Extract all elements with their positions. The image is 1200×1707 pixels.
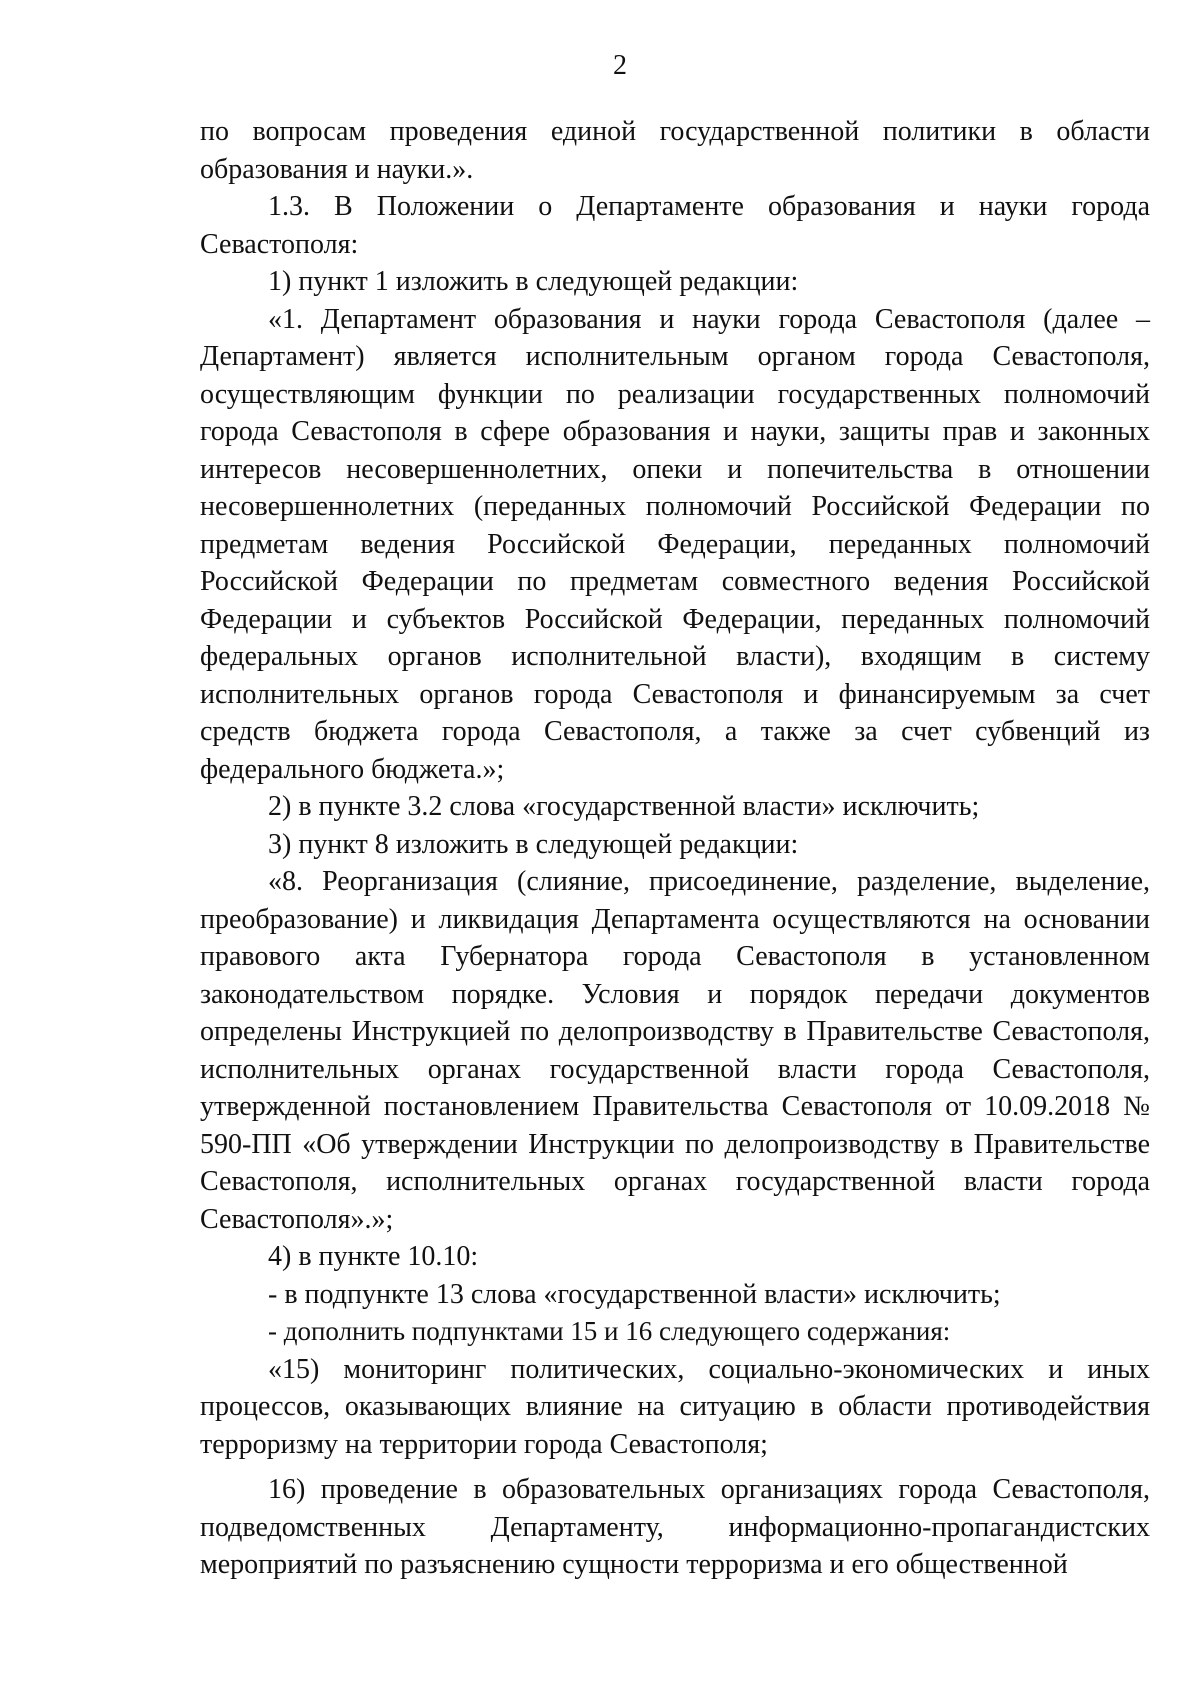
paragraph-clause-8-text: «8. Реорганизация (слияние, присоединение, разделение, выделение, преобразование) и ликвидация Департамента осуществляются на основании правового акта Губернатора города Севастополя в установленном законодательством порядке. Условия и порядок передачи документов определены Инструкцией по делопроизводству в Правительстве Севастополя, исполнительных органах государственной власти города Севастополя, утвержденной постановлением Правительства Севастополя от 10.09.2018 № 590-ПП «Об утверждении Инструкции по делопроизводству в Правительстве Севастополя, исполнительных органах государственной власти города Севастополя».»; <box>200 866 1150 1235</box>
paragraph-add-subitems: - дополнить подпунктами 15 и 16 следующего содержания: <box>268 1316 951 1346</box>
paragraph-item-1: 1) пункт 1 изложить в следующей редакции: <box>268 266 799 297</box>
document-body <box>200 113 1150 1584</box>
page-number: 2 <box>613 50 627 81</box>
paragraph-section-1-3: 1.3. В Положении о Департаменте образования и науки города Севастополя: <box>200 191 1150 260</box>
paragraph-item-3: 3) пункт 8 изложить в следующей редакции: <box>268 828 799 860</box>
paragraph-clause-1-text: «1. Департамент образования и науки города Севастополя (далее – Департамент) является исполнительным органом города Севастополя, осуществляющим функции по реализации государственных полномочий города Севастополя в сфере образования и науки, защиты прав и законных интересов несовершеннолетних, опеки и попечительства в отношении несовершеннолетних (переданных полномочий Российской Федерации по предметам ведения Российской Федерации, переданных полномочий Российской Федерации по предметам совместного ведения Российской Федерации и субъектов Российской Федерации, переданных полномочий федеральных органов исполнительной власти), входящим в систему исполнительных органов города Севастополя и финансируемым за счет средств бюджета города Севастополя, а также за счет субвенций из федерального бюджета.»; <box>200 303 1150 785</box>
paragraph-item-2: 2) в пункте 3.2 слова «государственной власти» исключить; <box>268 791 980 822</box>
paragraph-continuation: по вопросам проведения единой государственной политики в области образования и науки.». <box>200 116 1150 185</box>
paragraph-subitem-15: «15) мониторинг политических, социально-экономических и иных процессов, оказывающих влияние на ситуацию в области противодействия терроризму на территории города Севастополя; <box>200 1353 1150 1460</box>
paragraph-subitem-16: 16) проведение в образовательных организациях города Севастополя, подведомственных Департаменту, информационно-пропагандистских мероприятий по разъяснению сущности терроризма и его общественной <box>200 1474 1150 1580</box>
paragraph-item-4: 4) в пункте 10.10: <box>268 1241 479 1272</box>
paragraph-subitem-13: - в подпункте 13 слова «государственной власти» исключить; <box>268 1278 1001 1310</box>
